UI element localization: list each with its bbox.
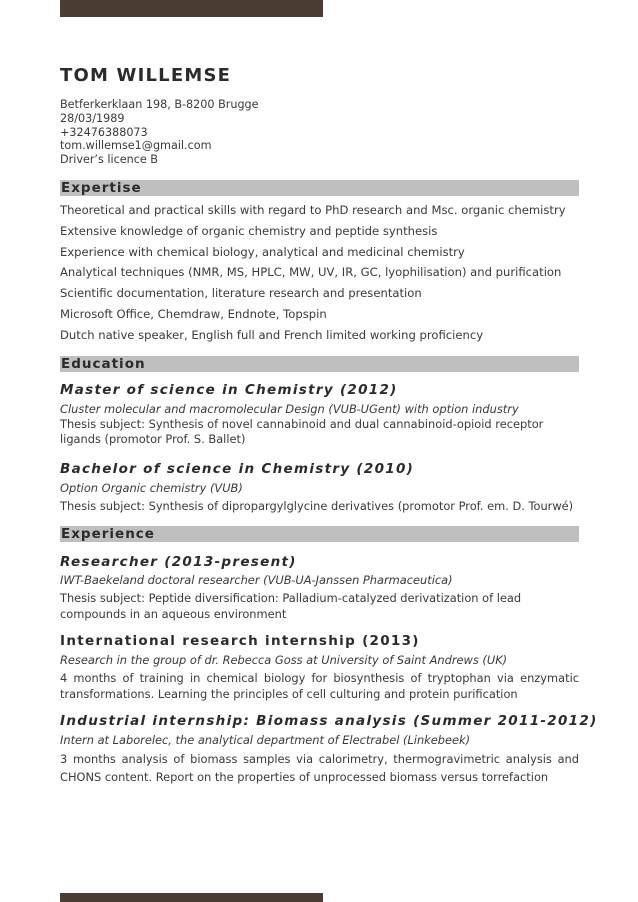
- section-header-experience: Experience: [60, 526, 579, 542]
- expertise-item: Microsoft Office, Chemdraw, Endnote, Topspin: [60, 306, 327, 321]
- section-header-education: Education: [60, 356, 579, 372]
- entry-body: 3 months analysis of biomass samples via calorimetry, thermogravimetric analysis and CHONS content. Report on the properties of unprocessed biomass versus torrefaction: [60, 752, 579, 785]
- entry-subtitle: Option Organic chemistry (VUB): [60, 480, 243, 495]
- bottom-decor-bar: [60, 893, 323, 902]
- expertise-item: Experience with chemical biology, analytical and medicinal chemistry: [60, 244, 465, 259]
- expertise-item: Scientific documentation, literature research and presentation: [60, 286, 422, 301]
- entry-subtitle: Research in the group of dr. Rebecca Goss at University of Saint Andrews (UK): [60, 653, 508, 668]
- drivers-licence: Driver’s licence B: [60, 153, 158, 167]
- phone-number: +32476388073: [60, 125, 148, 139]
- experience-entry-international-internship: [60, 632, 579, 702]
- birth-date: 28/03/1989: [60, 111, 125, 125]
- entry-subtitle: Cluster molecular and macromolecular Design (VUB-UGent) with option industry: [60, 401, 519, 416]
- address: Betferkerklaan 198, B-8200 Brugge: [60, 98, 259, 111]
- entry-body: Thesis subject: Synthesis of dipropargylglycine derivatives (promotor Prof. em. D. Tourwé): [60, 498, 574, 513]
- email-address: tom.willemse1@gmail.com: [60, 139, 212, 153]
- education-entry-master: [60, 381, 579, 448]
- contact-block: [60, 98, 579, 167]
- expertise-item: Theoretical and practical skills with regard to PhD research and Msc. organic chemistry: [60, 202, 566, 217]
- top-decor-bar: [60, 0, 323, 17]
- expertise-item: Dutch native speaker, English full and French limited working proficiency: [60, 327, 484, 342]
- resume-name: TOM WILLEMSE: [60, 65, 232, 86]
- entry-title: Bachelor of science in Chemistry (2010): [60, 460, 415, 477]
- experience-entry-industrial-internship: [60, 712, 598, 786]
- expertise-item: Extensive knowledge of organic chemistry and peptide synthesis: [60, 223, 438, 238]
- entry-body: 4 months of training in chemical biology for biosynthesis of tryptophan via enzymatic transformations. Learning the principles of cell culturing and protein purification: [60, 671, 579, 701]
- entry-title: Researcher (2013-present): [60, 554, 297, 571]
- entry-title: International research internship (2013): [60, 633, 420, 650]
- entry-body: Thesis subject: Peptide diversification: Palladium-catalyzed derivatization of lead compounds in an aqueous environment: [60, 591, 522, 621]
- education-entry-bachelor: [60, 460, 579, 515]
- entry-title: Master of science in Chemistry (2012): [60, 381, 398, 398]
- entry-title: Industrial internship: Biomass analysis (Summer 2011-2012): [60, 713, 598, 730]
- entry-subtitle: IWT-Baekeland doctoral researcher (VUB-UA-Janssen Pharmaceutica): [60, 573, 453, 588]
- section-header-expertise: Expertise: [60, 180, 579, 196]
- entry-body: Thesis subject: Synthesis of novel cannabinoid and dual cannabinoid-opioid receptor ligands (promotor Prof. S. Ballet): [60, 416, 544, 447]
- resume-content: [60, 62, 598, 786]
- expertise-list: [60, 200, 579, 346]
- expertise-item: Analytical techniques (NMR, MS, HPLC, MW, UV, IR, GC, lyophilisation) and purification: [60, 265, 562, 280]
- entry-subtitle: Intern at Laborelec, the analytical department of Electrabel (Linkebeek): [60, 733, 471, 748]
- experience-entry-researcher: [60, 553, 579, 622]
